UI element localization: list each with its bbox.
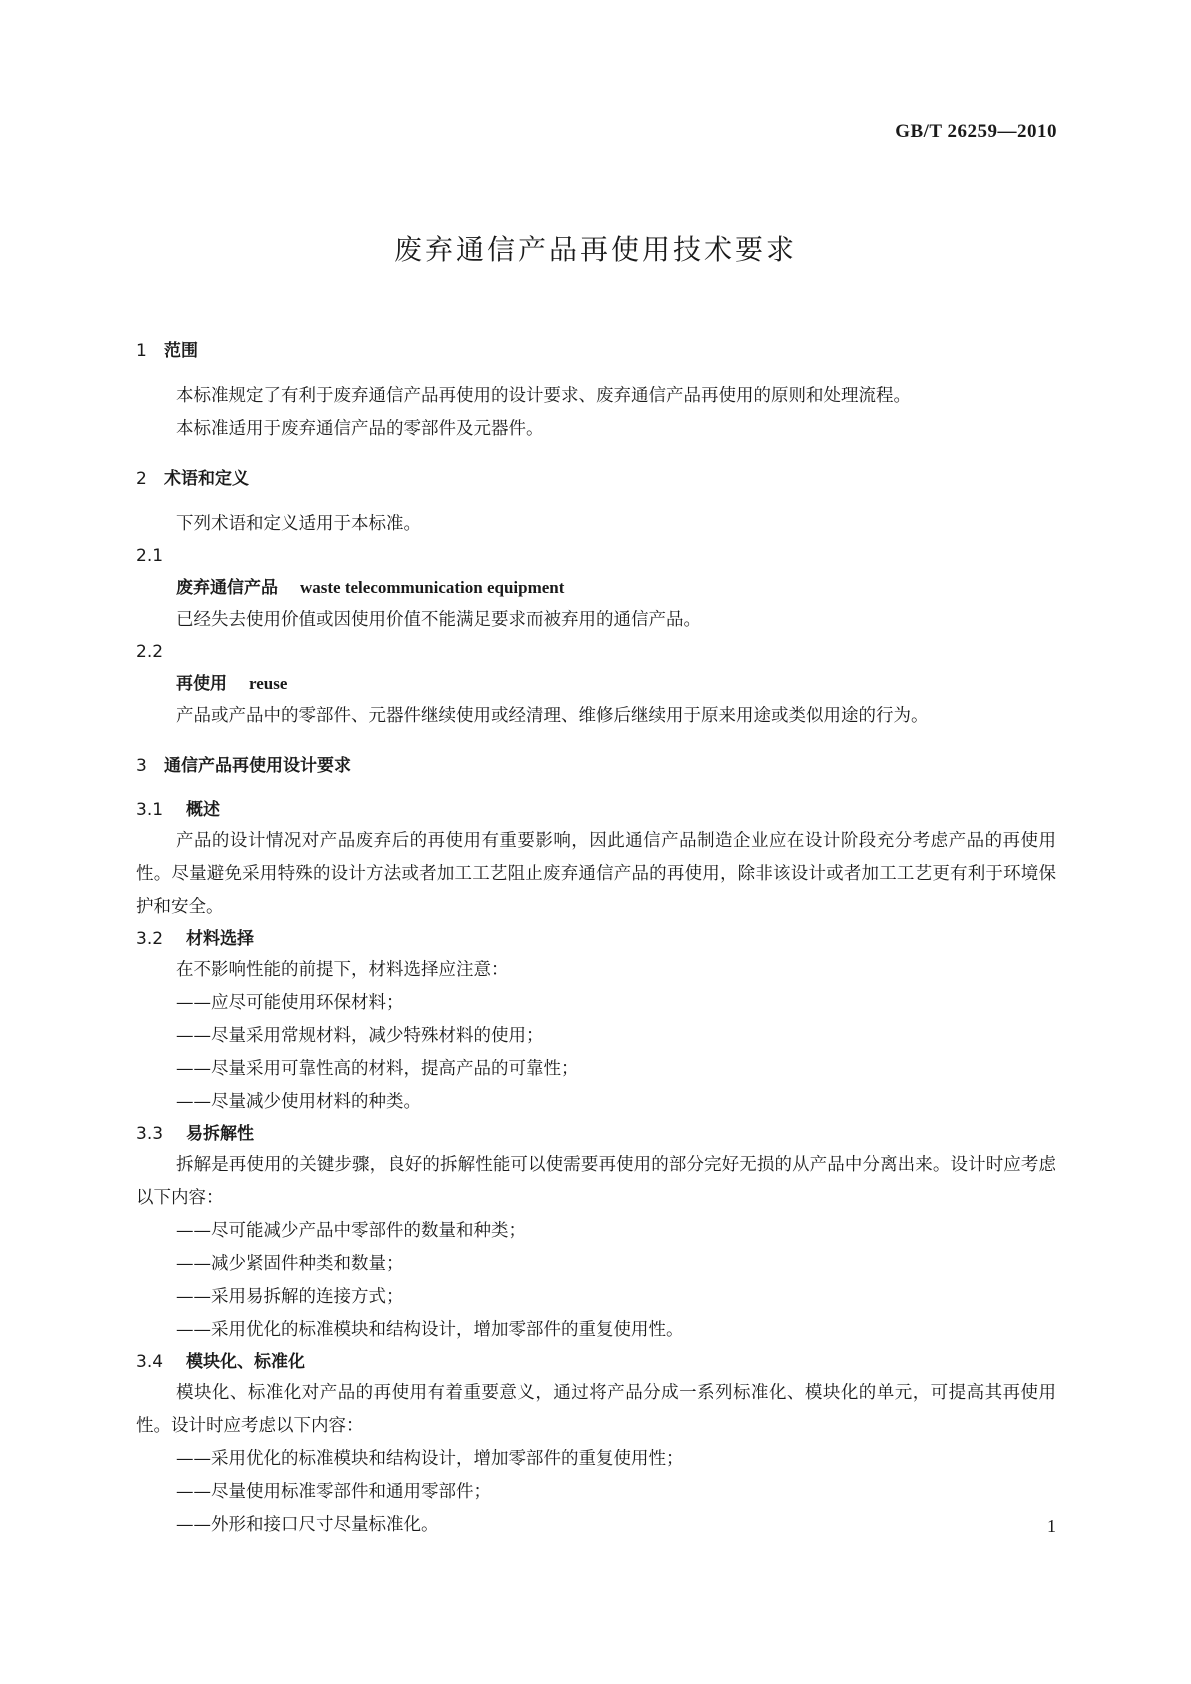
- section-title: 范围: [164, 341, 198, 361]
- paragraph: 下列术语和定义适用于本标准。: [176, 514, 421, 534]
- subsection-title: 易拆解性: [186, 1124, 254, 1144]
- subsection-number: 3.2: [136, 929, 164, 949]
- list-item: ——尽量使用标准零部件和通用零部件；: [176, 1482, 491, 1502]
- subsection-title: 模块化、标准化: [186, 1352, 305, 1372]
- section-2-heading: [136, 464, 1056, 494]
- section-title: 通信产品再使用设计要求: [164, 756, 351, 776]
- subsection-title: 概述: [186, 800, 220, 820]
- section-1-heading: [136, 336, 1056, 366]
- subsection-3-1-heading: [136, 795, 1056, 825]
- list-item: ——尽量减少使用材料的种类。: [176, 1092, 421, 1112]
- document-body: [136, 336, 1056, 1542]
- term-zh: 废弃通信产品: [176, 578, 278, 598]
- list-item: ——采用优化的标准模块和结构设计，增加零部件的重复使用性。: [176, 1320, 684, 1340]
- document-title: 废弃通信产品再使用技术要求: [393, 233, 797, 266]
- subsection-3-2-heading: [136, 924, 1056, 954]
- page-number: 1: [1047, 1516, 1056, 1536]
- term-en: reuse: [249, 674, 288, 693]
- paragraph: 在不影响性能的前提下，材料选择应注意：: [176, 960, 509, 980]
- term-number: 2.2: [136, 642, 164, 662]
- subsection-3-4-heading: [136, 1347, 1056, 1377]
- paragraph: 模块化、标准化对产品的再使用有着重要意义，通过将产品分成一系列标准化、模块化的单元，可提高其再使用性。设计时应考虑以下内容：: [136, 1383, 1056, 1436]
- list-item: ——减少紧固件种类和数量；: [176, 1254, 404, 1274]
- list-item: ——采用优化的标准模块和结构设计，增加零部件的重复使用性；: [176, 1449, 684, 1469]
- paragraph: 产品的设计情况对产品废弃后的再使用有重要影响，因此通信产品制造企业应在设计阶段充分考虑产品的再使用性。尽量避免采用特殊的设计方法或者加工工艺阻止废弃通信产品的再使用，除非该设计或者加工工艺更有利于环境保护和安全。: [136, 831, 1056, 917]
- subsection-number: 3.3: [136, 1124, 164, 1144]
- list-item: ——应尽可能使用环保材料；: [176, 993, 404, 1013]
- subsection-number: 3.4: [136, 1352, 164, 1372]
- term-number: 2.1: [136, 546, 164, 566]
- term-definition: 产品或产品中的零部件、元器件继续使用或经清理、维修后继续用于原来用途或类似用途的行为。: [176, 706, 929, 726]
- section-3-heading: [136, 751, 1056, 781]
- term-zh: 再使用: [176, 674, 227, 694]
- subsection-3-3-heading: [136, 1119, 1056, 1149]
- term-name: [136, 571, 1056, 604]
- paragraph: 拆解是再使用的关键步骤，良好的拆解性能可以使需要再使用的部分完好无损的从产品中分离出来。设计时应考虑以下内容：: [136, 1155, 1056, 1208]
- section-number: 2: [136, 469, 147, 489]
- subsection-title: 材料选择: [186, 929, 254, 949]
- list-item: ——采用易拆解的连接方式；: [176, 1287, 404, 1307]
- subsection-number: 3.1: [136, 800, 164, 820]
- paragraph: 本标准规定了有利于废弃通信产品再使用的设计要求、废弃通信产品再使用的原则和处理流程。: [176, 386, 911, 406]
- list-item: ——尽可能减少产品中零部件的数量和种类；: [176, 1221, 526, 1241]
- term-name: [136, 667, 1056, 700]
- section-number: 1: [136, 341, 147, 361]
- section-title: 术语和定义: [164, 469, 249, 489]
- list-item: ——尽量采用可靠性高的材料，提高产品的可靠性；: [176, 1059, 579, 1079]
- section-number: 3: [136, 756, 147, 776]
- term-en: waste telecommunication equipment: [300, 578, 565, 597]
- list-item: ——外形和接口尺寸尽量标准化。: [176, 1515, 439, 1535]
- list-item: ——尽量采用常规材料，减少特殊材料的使用；: [176, 1026, 544, 1046]
- paragraph: 本标准适用于废弃通信产品的零部件及元器件。: [176, 419, 544, 439]
- standard-number: GB/T 26259—2010: [895, 121, 1057, 142]
- term-definition: 已经失去使用价值或因使用价值不能满足要求而被弃用的通信产品。: [176, 610, 701, 630]
